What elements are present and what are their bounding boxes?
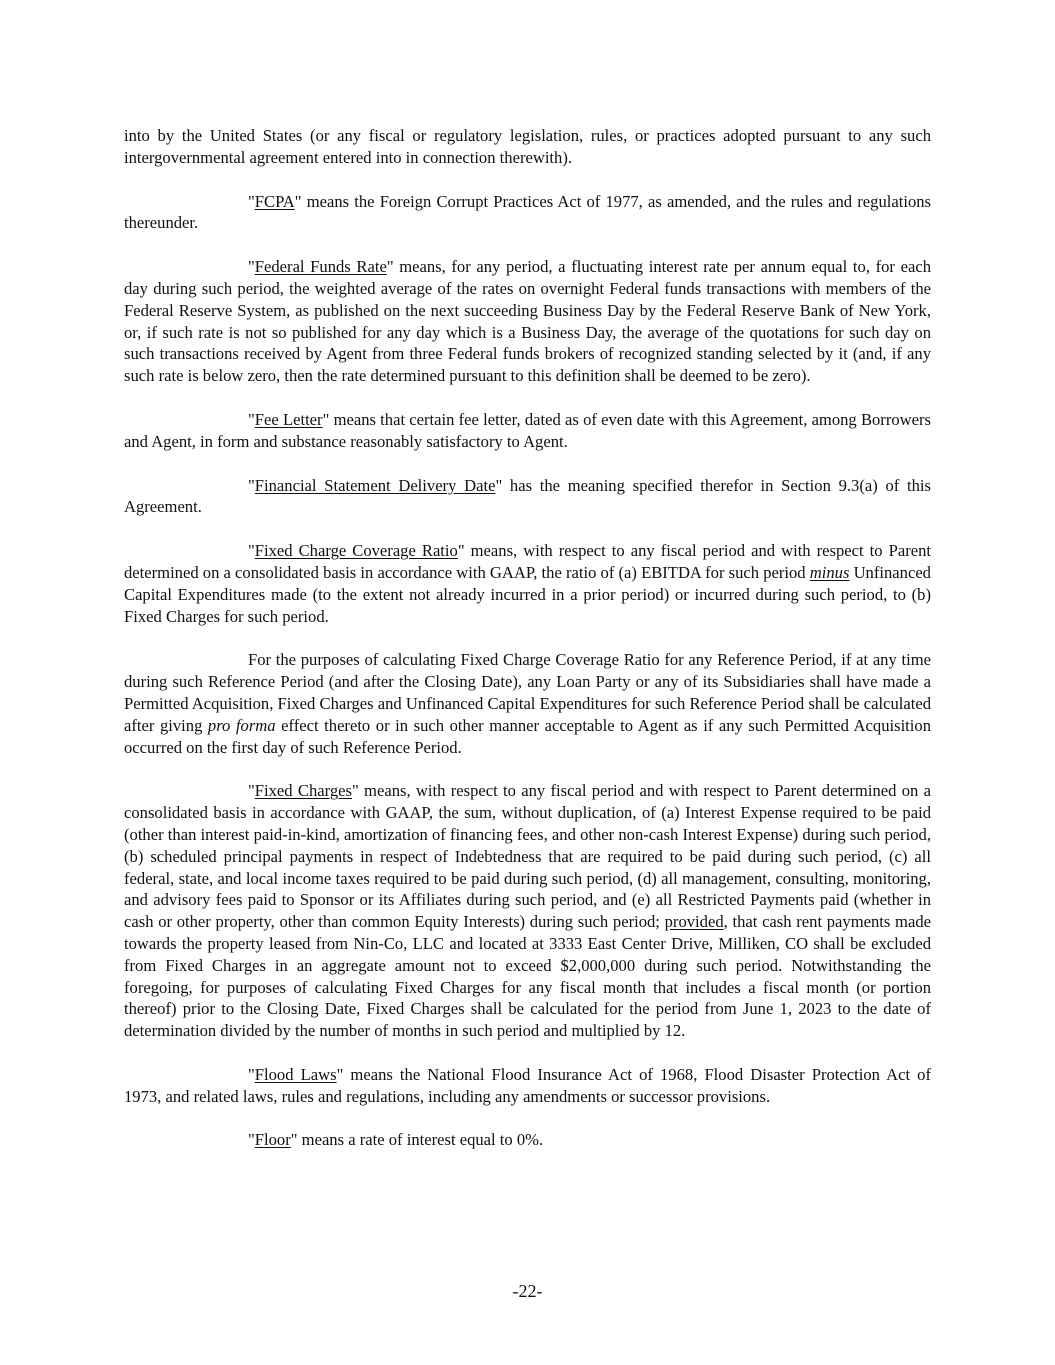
text-run: " bbox=[248, 541, 255, 561]
defined-term: Federal Funds Rate bbox=[254, 257, 387, 277]
text-run: For the purposes of calculating Fixed Charge Coverage Ratio for any Reference Period, if at any time during such Reference Period (and after the Closing Date), any Loan Party or any of its Subsidiaries shall have made a Permitted Acquisition, Fixed Charges and Unfinanced Capital Expenditures for such Reference Period shall be calculated after giving bbox=[124, 650, 931, 735]
text-run: " means, with respect to any fiscal period and with respect to Parent determined on a consolidated basis in accordance with GAAP, the sum, without duplication, of (a) Interest Expense required to be paid (other than interest paid-in-kind, amortization of financing fees, and other non-cash Interest Expense) during such period, (b) scheduled principal payments in respect of Indebtedness that are required to be paid during such period, (c) all federal, state, and local income taxes required to be paid during such period, (d) all management, consulting, monitoring, and advisory fees paid to Sponsor or its Affiliates during such period, and (e) all Restricted Payments paid (whether in cash or other property, other than common Equity Interests) during such period; bbox=[124, 781, 931, 932]
defined-term bbox=[810, 563, 850, 582]
text-run: " bbox=[248, 475, 255, 495]
definition-fee-letter bbox=[124, 409, 931, 453]
defined-term: provided bbox=[664, 912, 724, 932]
definition-floor bbox=[124, 1129, 931, 1151]
definition-flood-laws bbox=[124, 1064, 931, 1108]
text-run: " means, for any period, a fluctuating interest rate per annum equal to, for each day during such period, the weighted average of the rates on overnight Federal funds transactions with members of the Federal Reserve System, as published on the next succeeding Business Day by the Federal Reserve Bank of New York, or, if such rate is not so published for any day which is a Business Day, the average of the quotations for such day on such transactions received by Agent from three Federal funds brokers of recognized standing selected by it (and, if any such rate is below zero, then the rate determined pursuant to this definition shall be deemed to be zero). bbox=[124, 257, 931, 386]
text-run: " means a rate of interest equal to 0%. bbox=[290, 1130, 544, 1150]
text-run: into by the United States (or any fiscal or regulatory legislation, rules, or practices adopted pursuant to any such intergovernmental agreement entered into in connection therewith). bbox=[124, 126, 931, 167]
text-run: " means the Foreign Corrupt Practices Act of 1977, as amended, and the rules and regulations thereunder. bbox=[124, 191, 931, 233]
paragraph-continuation bbox=[124, 125, 931, 169]
definition-fixed-charge-coverage-ratio bbox=[124, 540, 931, 627]
text-run: , that cash rent payments made towards the property leased from Nin-Co, LLC and located at 3333 East Center Drive, Milliken, CO shall be excluded from Fixed Charges in an aggregate amount not to exceed $2,000,000 during such period. Notwithstanding the foregoing, for purposes of calculating Fixed Charges for any fiscal month that includes a fiscal month (or portion thereof) prior to the Closing Date, Fixed Charges shall be calculated for the period from June 1, 2023 to the date of determination divided by the number of months in such period and multiplied by 12. bbox=[124, 912, 931, 1041]
defined-term: Fixed Charge Coverage Ratio bbox=[254, 541, 458, 561]
text-run: " bbox=[248, 1130, 255, 1150]
defined-term: Fixed Charges bbox=[254, 781, 352, 801]
document-body bbox=[124, 125, 931, 1173]
text-run: " means the National Flood Insurance Act of 1968, Flood Disaster Protection Act of 1973, and related laws, rules and regulations, including any amendments or successor provisions. bbox=[124, 1064, 932, 1106]
defined-term: Floor bbox=[254, 1130, 291, 1150]
defined-term: FCPA bbox=[254, 191, 295, 211]
text-run: " bbox=[248, 781, 255, 801]
text-run: " bbox=[248, 409, 255, 429]
text-run: " means that certain fee letter, dated as of even date with this Agreement, among Borrowers and Agent, in form and substance reasonably satisfactory to Agent. bbox=[124, 409, 931, 451]
definition-federal-funds-rate bbox=[124, 256, 931, 387]
definition-financial-statement-delivery-date bbox=[124, 475, 931, 519]
page-number: -22- bbox=[512, 1281, 543, 1301]
text-run: " bbox=[248, 1064, 255, 1084]
defined-term: Financial Statement Delivery Date bbox=[254, 475, 496, 495]
emphasis-text: pro forma bbox=[207, 715, 276, 735]
defined-term: Fee Letter bbox=[254, 409, 323, 429]
definition-fcpa bbox=[124, 191, 931, 235]
text-run: " bbox=[248, 257, 255, 277]
emphasis-text: minus bbox=[809, 562, 850, 582]
defined-term: Flood Laws bbox=[254, 1064, 337, 1084]
text-run: " bbox=[248, 191, 255, 211]
text-run: " means, with respect to any fiscal period and with respect to Parent determined on a consolidated basis in accordance with GAAP, the ratio of (a) EBITDA for such period bbox=[124, 541, 931, 582]
text-run: Unfinanced Capital Expenditures made (to the extent not already incurred in a prior period) or incurred during such period, to (b) Fixed Charges for such period. bbox=[124, 562, 931, 626]
definition-fixed-charges bbox=[124, 780, 931, 1042]
text-run: effect thereto or in such other manner acceptable to Agent as if any such Permitted Acquisition occurred on the first day of such Reference Period. bbox=[124, 715, 931, 757]
text-run: " has the meaning specified therefor in Section 9.3(a) of this Agreement. bbox=[124, 475, 931, 517]
paragraph-fccr-calculation bbox=[124, 649, 931, 758]
